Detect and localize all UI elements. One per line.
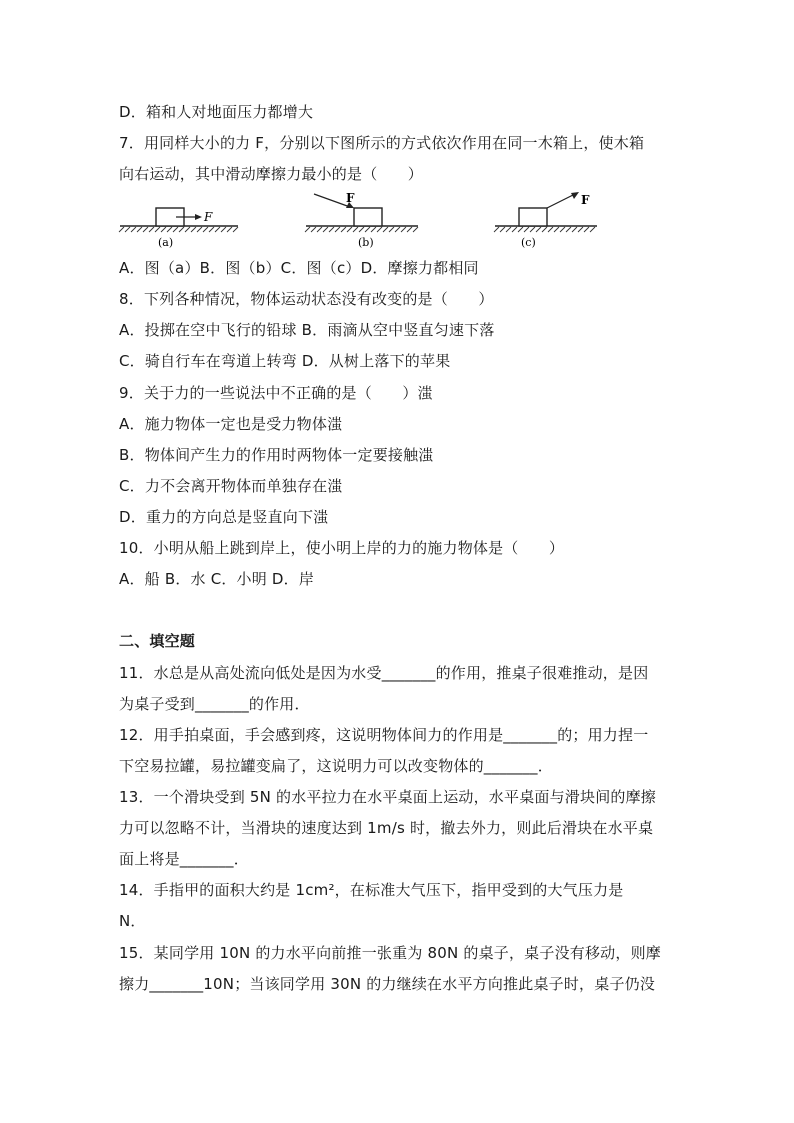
q9-stem: 9．关于力的一些说法中不正确的是（ ）滍 bbox=[119, 384, 433, 402]
q7-stem-line1: 7．用同样大小的力 F，分别以下图所示的方式依次作用在同一木箱上，使木箱 bbox=[119, 134, 645, 152]
q8-stem: 8．下列各种情况，物体运动状态没有改变的是（ ） bbox=[119, 290, 494, 308]
q15-line1: 15．某同学用 10N 的力水平向前推一张重为 80N 的桌子，桌子没有移动，则摩 bbox=[119, 944, 661, 962]
q13-line3: 面上将是_______． bbox=[119, 850, 249, 868]
section-title-fill-blank: 二、填空题 bbox=[119, 632, 196, 650]
q12-line1: 12．用手拍桌面，手会感到疼，这说明物体间力的作用是_______的；用力捏一 bbox=[119, 726, 649, 744]
q11-line1: 11．水总是从高处流向低处是因为水受_______的作用，推桌子很难推动，是因 bbox=[119, 664, 649, 682]
q10-stem: 10．小明从船上跳到岸上，使小明上岸的力的施力物体是（ ） bbox=[119, 539, 565, 557]
q7-figures bbox=[118, 190, 598, 252]
force-label-a: F bbox=[204, 210, 213, 224]
q7-stem-line2: 向右运动，其中滑动摩擦力最小的是（ ） bbox=[119, 165, 424, 183]
q15-line2: 擦力_______10N；当该同学用 30N 的力继续在水平方向推此桌子时，桌子仍没 bbox=[119, 975, 656, 993]
figure-b bbox=[296, 190, 421, 252]
q7-options: A．图（a）B．图（b）C．图（c）D．摩擦力都相同 bbox=[119, 259, 479, 277]
q6-option-d: D．箱和人对地面压力都增大 bbox=[119, 103, 314, 121]
q14-line1: 14．手指甲的面积大约是 1cm²，在标准大气压下，指甲受到的大气压力是 bbox=[119, 881, 624, 899]
q9-option-c: C．力不会离开物体而单独存在滍 bbox=[119, 477, 343, 495]
q11-line2: 为桌子受到_______的作用． bbox=[119, 695, 310, 713]
force-label-c: F bbox=[581, 193, 590, 207]
figure-c bbox=[473, 190, 598, 252]
caption-b: (b) bbox=[358, 236, 374, 249]
q8-options-cd: C．骑自行车在弯道上转弯 D．从树上落下的苹果 bbox=[119, 352, 451, 370]
force-label-b: F bbox=[346, 191, 355, 205]
q12-line2: 下空易拉罐，易拉罐变扁了，这说明力可以改变物体的_______． bbox=[119, 757, 553, 775]
q10-options: A．船 B．水 C．小明 D．岸 bbox=[119, 570, 315, 588]
q13-line1: 13．一个滑块受到 5N 的水平拉力在水平桌面上运动，水平桌面与滑块间的摩擦 bbox=[119, 788, 656, 806]
q9-option-b: B．物体间产生力的作用时两物体一定要接触滍 bbox=[119, 446, 434, 464]
figure-a bbox=[118, 190, 243, 252]
q9-option-a: A．施力物体一定也是受力物体滍 bbox=[119, 415, 343, 433]
caption-c: (c) bbox=[521, 236, 536, 249]
q13-line2: 力可以忽略不计，当滑块的速度达到 1m/s 时，撤去外力，则此后滑块在水平桌 bbox=[119, 819, 654, 837]
q14-line2: N． bbox=[119, 912, 146, 930]
q8-options-ab: A．投掷在空中飞行的铅球 B．雨滴从空中竖直匀速下落 bbox=[119, 321, 495, 339]
q9-option-d: D．重力的方向总是竖直向下滍 bbox=[119, 508, 329, 526]
caption-a: (a) bbox=[158, 236, 174, 249]
